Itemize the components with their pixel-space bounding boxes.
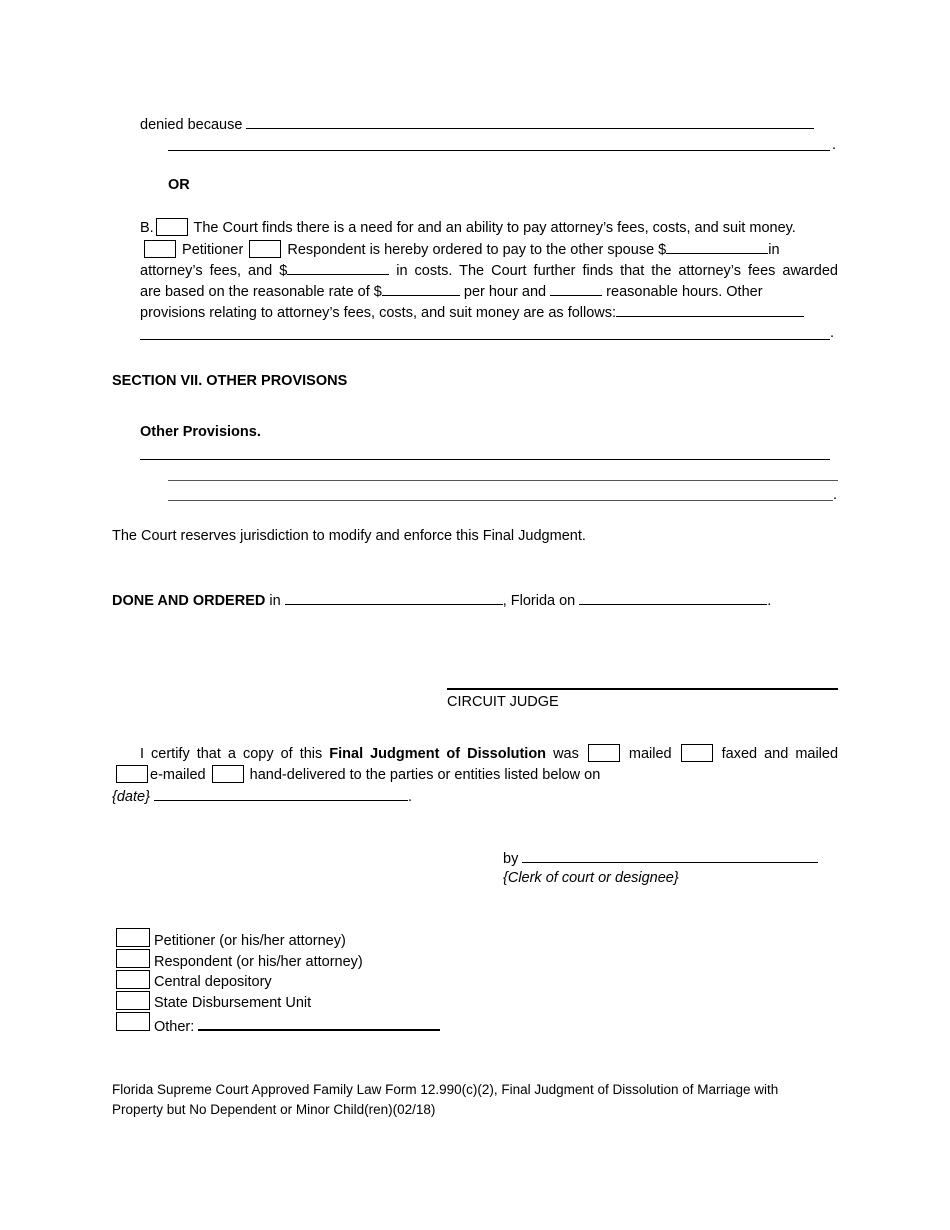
form-footer: Florida Supreme Court Approved Family Law Form 12.990(c)(2), Final Judgment of Dissolution of Marriage with Property but No Dependent or Minor Child(ren)(02/18) <box>112 1082 779 1117</box>
denied-because-line <box>140 114 814 134</box>
period: . <box>832 137 837 153</box>
in-label: in <box>269 593 281 609</box>
section-b-line2 <box>140 239 780 259</box>
recipient-checkbox-respondent[interactable] <box>116 949 150 968</box>
certify-date-blank[interactable] <box>154 786 408 801</box>
denied-because-label: denied because <box>140 117 243 133</box>
clerk-signature-blank[interactable] <box>522 848 818 863</box>
other-provisions-line-3[interactable] <box>168 500 833 501</box>
other-provisions-line-2[interactable] <box>168 480 838 481</box>
certify-text: I certify that a copy of this <box>140 746 323 762</box>
done-and-ordered-label: DONE AND ORDERED <box>112 593 266 609</box>
faxed-checkbox[interactable] <box>681 744 713 762</box>
section-b-text: The Court finds there is a need for and an ability to pay attorney’s fees, costs, and suit money. <box>193 220 796 236</box>
date-label: {date} <box>112 789 150 805</box>
emailed-label: e-mailed <box>150 767 206 783</box>
per-hour-label: per hour and <box>463 284 547 300</box>
fees-label: attorney’s fees, and $ <box>140 263 288 279</box>
judge-signature-line[interactable] <box>447 688 838 690</box>
recipient-label-respondent: Respondent (or his/her attorney) <box>154 954 363 970</box>
section-b-line1 <box>140 218 796 237</box>
section-b-checkbox[interactable] <box>156 218 188 236</box>
period: . <box>833 487 838 503</box>
provisions-blank[interactable] <box>616 302 804 317</box>
recipient-checkbox-petitioner[interactable] <box>116 928 150 947</box>
section-b-line5 <box>140 302 804 322</box>
emailed-checkbox[interactable] <box>116 765 148 783</box>
provisions-blank-2[interactable] <box>140 339 830 340</box>
respondent-checkbox[interactable] <box>249 240 281 258</box>
florida-on-label: , Florida on <box>502 593 576 609</box>
other-provisions-title: Other Provisions. <box>140 424 261 440</box>
was-label: was <box>553 746 579 762</box>
certify-date-line: {date} . <box>112 786 412 806</box>
hours-blank[interactable] <box>550 281 602 296</box>
or-label: OR <box>168 177 190 193</box>
denied-reason-blank[interactable] <box>246 114 814 129</box>
recipient-label-central-depository: Central depository <box>154 974 272 990</box>
amount-blank[interactable] <box>666 239 768 254</box>
section-b-line3 <box>140 260 838 280</box>
location-blank[interactable] <box>285 590 503 605</box>
fees-blank[interactable] <box>287 260 389 275</box>
section-b-lead: B. <box>140 220 154 236</box>
recipient-label-petitioner: Petitioner (or his/her attorney) <box>154 933 346 949</box>
recipient-label-sdu: State Disbursement Unit <box>154 995 312 1011</box>
jurisdiction-text: The Court reserves jurisdiction to modify and enforce this Final Judgment. <box>112 528 586 544</box>
reasonable-hours-label: reasonable hours. Other <box>606 284 763 300</box>
mailed-checkbox[interactable] <box>588 744 620 762</box>
date-blank[interactable] <box>579 590 767 605</box>
other-recipient-blank[interactable] <box>198 1015 440 1031</box>
faxed-label: faxed and mailed <box>721 746 839 762</box>
done-and-ordered-line: DONE AND ORDERED in , Florida on . <box>112 590 771 610</box>
by-label: by <box>503 851 519 867</box>
recipient-checkbox-sdu[interactable] <box>116 991 150 1010</box>
rate-label: are based on the reasonable rate of $ <box>140 284 382 300</box>
certify-line-2 <box>112 765 600 784</box>
petitioner-label: Petitioner <box>182 242 244 258</box>
section-b-line4 <box>140 281 838 301</box>
provisions-label: provisions relating to attorney’s fees, costs, and suit money are as follows: <box>140 305 617 321</box>
denied-reason-blank-2[interactable] <box>168 150 830 151</box>
clerk-designee-label: {Clerk of court or designee} <box>503 870 679 886</box>
costs-text: in costs. The Court further finds that the attorney’s fees awarded <box>396 263 838 279</box>
period: . <box>830 325 835 341</box>
final-judgment-label: Final Judgment of Dissolution <box>329 746 547 762</box>
respondent-ordered-text: Respondent is hereby ordered to pay to the other spouse $ <box>287 242 667 258</box>
petitioner-checkbox[interactable] <box>144 240 176 258</box>
recipient-checkbox-other[interactable] <box>116 1012 150 1031</box>
clerk-by-line <box>503 848 818 868</box>
other-provisions-line-1[interactable] <box>140 459 830 460</box>
in-label: in <box>768 242 780 258</box>
hand-delivered-checkbox[interactable] <box>212 765 244 783</box>
mailed-label: mailed <box>628 746 672 762</box>
recipient-label-other: Other: <box>154 1019 195 1035</box>
rate-blank[interactable] <box>382 281 460 296</box>
recipient-checkbox-central-depository[interactable] <box>116 970 150 989</box>
section-vii-title: SECTION VII. OTHER PROVISONS <box>112 373 348 389</box>
recipient-other-line <box>154 1015 440 1036</box>
hand-delivered-label: hand-delivered to the parties or entities listed below on <box>249 767 601 783</box>
circuit-judge-label: CIRCUIT JUDGE <box>447 694 559 710</box>
certify-line-1 <box>140 744 838 763</box>
